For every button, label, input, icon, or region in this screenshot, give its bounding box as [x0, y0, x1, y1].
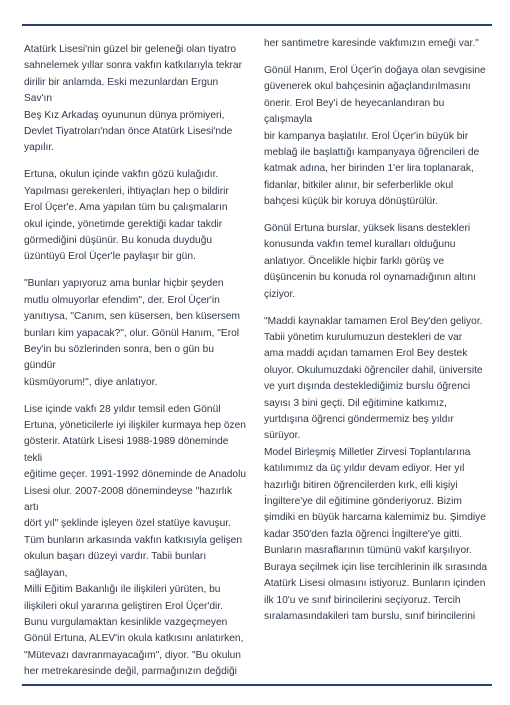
paragraph: Gönül Ertuna burslar, yüksek lisans destekleri konusunda vakfın temel kuralları olduğunu anlatıyor. Öncelikle hiçbir farklı görüş ve düşüncenin bu konuda rol oynamadığının altını çiziyor. — [264, 223, 476, 300]
bottom-rule — [22, 684, 492, 686]
paragraph: "Bunları yapıyoruz ama bunlar hiçbir şeyden mutlu olmuyorlar efendim", der. Erol Üçer'in yanıtıysa, "Canım, sen küsersen, ben küsersem bunları kim yapacak?", olur. Gönül Hanım, "Erol Bey'in bu sözlerinden sonra, ben o gün bu gündür küsmüyorum!", diye anlatıyor. — [24, 278, 240, 388]
paragraph: Lise içinde vakfı 28 yıldır temsil eden Gönül Ertuna, yöneticilerle iyi ilişkiler kurmaya hep özen gösterir. Atatürk Lisesi 1988-1989 döneminde tekli eğitime geçer. 1991-1992 döneminde de Anadolu Lisesi olur. 2007-2008 dönemindeyse "hazırlık artı dört yıl" şeklinde işleyen özel statüye kavuşur. Tüm bunların arkasında vakfın katkısıyla gelişen okulun başarı düzeyi vardır. Tabii bunları sağlayan, Milli Eğitim Bakanlığı ile ilişkileri yürüten, bu ilişkileri okul yararına geliştiren Erol Üçer'dir. Bunu vurgulamaktan kesinlikle vazgeçmeyen Gönül Ertuna, ALEV'in okula katkısını anlatırken, "Mütevazı davranmayacağım", diyor. "Bu okulun her metrekaresinde değil, parmağınızın değdiği — [24, 403, 247, 678]
top-rule — [22, 24, 492, 26]
paragraph: "Maddi kaynaklar tamamen Erol Bey'den geliyor. Tabii yönetim kurulumuzun destekleri de var ama maddi açıdan tamamen Erol Bey destek oluyor. Okulumuzdaki öğrenciler dahil, üniversite ve yurt dışında desteklediğimiz burslu öğrenci sayısı 3 bini geçti. Dil eğitimine katkımız, yurtdışına öğrenci göndermemiz beş yıldır sürüyor. Model Birleşmiş Milletler Zirvesi Toplantılarına katılımımız da üç yıldır devam ediyor. Her yıl hazırlığı bitiren öğrencilerden kırk, elli kişiyi İngiltere'ye dil eğitimine gönderiyoruz. Bizim şimdiki en büyük harcama kalemimiz bu. Şimdiye kadar 350'den fazla öğrenci İngiltere'ye gitti. Bunların masraflarının tümünü vakıf karşılıyor. Buraya seçilmek için lise tercihlerinin ilk sırasında Atatürk Lisesi olmasını istiyoruz. Bunların içinden ilk 10'u ve sınıf birincilerini seçiyoruz. Tercih sıralamasındakileri tam burslu, sınıf birincilerini — [264, 315, 488, 622]
left-column — [24, 42, 248, 681]
paragraph: Atatürk Lisesi'nin güzel bir geleneği olan tiyatro sahnelemek yıllar sonra vakfın katkılarıyla tekrar dirilir bir anlamda. Eski mezunlardan Ergun Sav'ın Beş Kız Arkadaş oyununun dünya prömiyeri, Devlet Tiyatroları'ndan önce Atatürk Lisesi'nde yapılır. — [24, 44, 242, 154]
paragraph: her santimetre karesinde vakfımızın emeği var." — [264, 38, 479, 49]
paragraph: Gönül Hanım, Erol Üçer'in doğaya olan sevgisine güvenerek okul bahçesinin ağaçlandırılmasını önerir. Erol Bey'i de heyecanlandıran bu çalışmayla bir kampanya başlatılır. Erol Üçer'in büyük bir meblağ ile başlattığı kampanyaya öğrencileri de katmak adına, her birinden 1'er lira toplanarak, fidanlar, bitkiler alınır, bir seferberlikle okul bahçesi küçük bir koruya dönüştürülür. — [264, 64, 486, 208]
right-column — [264, 36, 490, 625]
paragraph: Ertuna, okulun içinde vakfın gözü kulağıdır. Yapılması gerekenleri, ihtiyaçları hep o bildirir Erol Üçer'e. Ama yapılan tüm bu çalışmaların okul içinde, yönetimde gerektiği kadar takdir görmediğini düşünür. Bu konuda duyduğu üzüntüyü Erol Üçer'le paylaşır bir gün. — [24, 169, 229, 263]
